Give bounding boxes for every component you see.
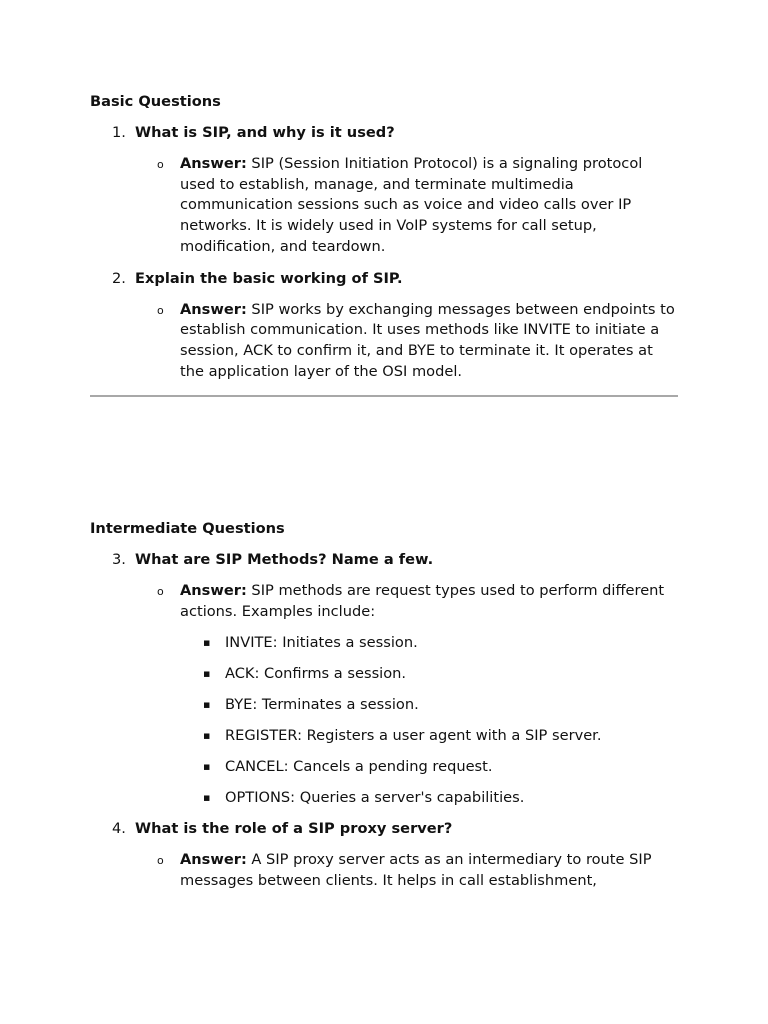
circle-bullet-icon: o <box>157 585 164 598</box>
question-text: What is SIP, and why is it used? <box>135 124 395 141</box>
answer-2 <box>90 300 680 383</box>
question-4 <box>90 819 680 839</box>
answer-text: A SIP proxy server acts as an intermediary to route SIP messages between clients. It helps in call establishment, <box>180 851 652 890</box>
square-bullet-icon: ▪ <box>203 729 211 743</box>
list-item-method <box>90 664 680 684</box>
section-heading-basic: Basic Questions <box>90 93 221 110</box>
answer-3 <box>90 581 680 622</box>
question-number: 4. <box>112 820 126 838</box>
list-item-method <box>90 757 680 777</box>
question-text: What is the role of a SIP proxy server? <box>135 820 453 838</box>
method-text: ACK: Confirms a session. <box>225 665 407 683</box>
method-text: CANCEL: Cancels a pending request. <box>225 758 493 776</box>
method-text: BYE: Terminates a session. <box>225 696 419 714</box>
basic-questions-section <box>90 92 680 393</box>
answer-text: SIP (Session Initiation Protocol) is a signaling protocol used to establish, manage, and terminate multimedia communication sessions such as voice and video calls over IP networks. It is widely used in VoIP systems for call setup, modification, and teardown. <box>180 155 643 255</box>
method-text: OPTIONS: Queries a server's capabilities. <box>225 789 525 807</box>
square-bullet-icon: ▪ <box>203 636 211 650</box>
list-item-method <box>90 695 680 715</box>
answer-text: SIP works by exchanging messages between endpoints to establish communication. It uses methods like INVITE to initiate a session, ACK to confirm it, and BYE to terminate it. It operates at the application layer of the OSI model. <box>180 300 675 380</box>
square-bullet-icon: ▪ <box>203 698 211 712</box>
horizontal-divider <box>90 395 678 397</box>
intermediate-questions-section <box>90 519 680 903</box>
list-item-method <box>90 726 680 746</box>
answer-label: Answer: <box>180 851 247 869</box>
answer-label: Answer: <box>180 582 247 599</box>
question-1 <box>90 123 680 143</box>
section-heading-intermediate: Intermediate Questions <box>90 520 285 537</box>
circle-bullet-icon: o <box>157 158 164 171</box>
answer-4 <box>90 850 680 891</box>
circle-bullet-icon: o <box>157 854 164 868</box>
square-bullet-icon: ▪ <box>203 760 211 774</box>
method-text: REGISTER: Registers a user agent with a SIP server. <box>225 727 602 745</box>
answer-label: Answer: <box>180 155 247 172</box>
method-text: INVITE: Initiates a session. <box>225 634 418 652</box>
question-number: 2. <box>112 269 126 287</box>
question-text: Explain the basic working of SIP. <box>135 269 403 287</box>
list-item-method <box>90 788 680 808</box>
question-number: 3. <box>112 551 126 568</box>
answer-label: Answer: <box>180 300 247 318</box>
square-bullet-icon: ▪ <box>203 791 211 805</box>
answer-text: SIP methods are request types used to perform different actions. Examples include: <box>180 582 665 620</box>
answer-1 <box>90 154 680 258</box>
question-3 <box>90 550 680 570</box>
list-item-method <box>90 633 680 653</box>
circle-bullet-icon: o <box>157 303 164 317</box>
question-text: What are SIP Methods? Name a few. <box>135 551 434 568</box>
question-number: 1. <box>112 124 126 141</box>
question-2 <box>90 269 680 289</box>
square-bullet-icon: ▪ <box>203 667 211 681</box>
